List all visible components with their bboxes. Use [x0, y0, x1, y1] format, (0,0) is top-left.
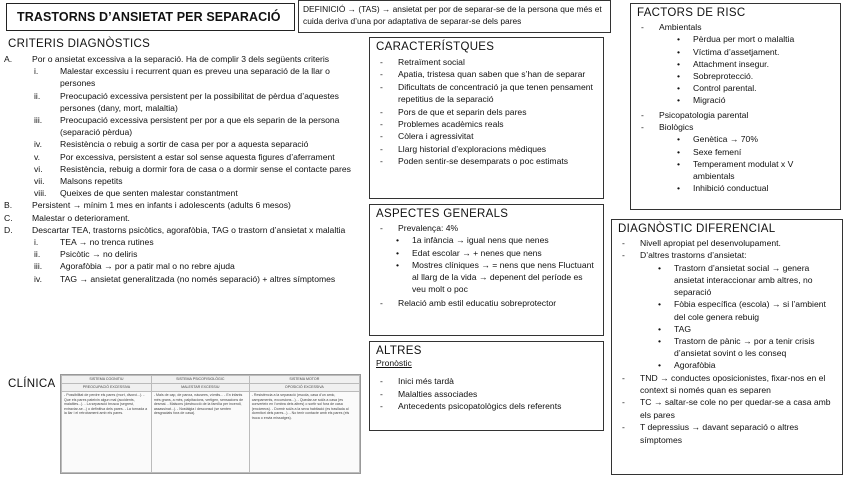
criteri-text: Malestar o deteriorament. — [32, 212, 130, 223]
psico-label: Psicopatologia parental — [659, 109, 749, 120]
caracteristiques-heading: CARACTERÍSTQUES — [376, 41, 495, 53]
criteri-subitem — [4, 151, 362, 163]
criteris-list — [4, 53, 362, 285]
diferencial-box — [611, 219, 843, 475]
aspectes-heading: ASPECTES GENERALS — [376, 208, 509, 220]
criteri-subitem-text: TEA → no trenca rutines — [60, 237, 154, 248]
criteri-letter: D. — [4, 224, 13, 235]
criteri-subitem-text: Por excessiva, persistent a estar sol sense aquesta figures d’aferrament — [60, 151, 335, 162]
factors-heading: FACTORS DE RISC — [637, 7, 746, 19]
criteri-subitem-number: iv. — [34, 139, 42, 150]
prevalenca-item: • 1a infància → igual nens que nenes — [376, 234, 597, 246]
ambiental-item: • Pèrdua per mort o malaltia — [657, 33, 834, 45]
clinica-table — [60, 374, 361, 474]
tc-text: TC → saltar-se cole no per quedar-se a casa amb els pares — [640, 397, 831, 420]
aspectes-list — [376, 222, 597, 310]
trastorn-item: • Trastorn de pànic → por a tenir crisis d’ansietat sovint o les conseq — [638, 335, 836, 359]
criteri-subitem — [4, 187, 362, 199]
criteri-subitem-number: vi. — [34, 163, 43, 174]
definition-box — [298, 0, 611, 33]
table-header: SISTEMA PSICOFISIOLÒGIC — [151, 376, 249, 384]
pronostic-item: - Inici més tardà — [376, 375, 597, 387]
criteri-subitem-number: ii. — [34, 90, 41, 101]
prevalenca-text: Prevalença: 4% — [398, 223, 459, 233]
caracteristica-item: - Poden sentir-se desemparats o poc estimats — [376, 155, 597, 167]
biologics-label: Biològics — [659, 122, 694, 133]
biologic-item: • Genètica → 70% — [657, 133, 834, 145]
page-title: TRASTORNS D’ANSIETAT PER SEPARACIÓ — [17, 10, 281, 24]
criteri-subitem-number: viii. — [34, 188, 47, 199]
criteri-row — [4, 199, 362, 211]
caracteristica-item: - Còlera i agressivitat — [376, 130, 597, 142]
criteri-subitem — [4, 114, 362, 138]
criteri-subitem — [4, 175, 362, 187]
pronostic-item: - Malalties associades — [376, 388, 597, 400]
list-item — [618, 372, 836, 397]
table-subheader: PREOCUPACIÓ EXCESSIVA — [62, 384, 152, 392]
criteri-row — [4, 224, 362, 236]
pronostic-item: - Antecedents psicopatològics dels referents — [376, 400, 597, 412]
altres-box — [369, 341, 604, 431]
list-item — [618, 249, 836, 371]
trastorn-item: • Trastorn d’ansietat social → genera ansietat interaccionar amb altres, no separació — [638, 262, 836, 299]
table-cell: - Possibilitat de perdre els pares (mort, divorci...). - Que els pares pateixin algun mal (accidents, malalties...). - La separació brusca (segrest, extraviar-se...) o definitiva dels pares. - La tornada a la llar i el retrobament amb els pares. — [62, 392, 152, 473]
trastorn-item: • TAG — [638, 323, 836, 335]
criteri-subitem — [4, 260, 362, 272]
criteri-subitem — [4, 248, 362, 260]
criteri-subitem-number: ii. — [34, 249, 41, 260]
criteri-subitem-text: TAG → ansietat generalitzada (no només separació) + altres símptomes — [60, 273, 336, 284]
list-item — [637, 121, 834, 194]
criteri-subitem-text: Resistència, rebuig a dormir fora de casa o a dormir sense el contacte pares — [60, 163, 351, 174]
biologic-item: • Inhibició conductual — [657, 182, 834, 194]
caracteristica-item: - Llarg historial d’exploracions mèdiques — [376, 143, 597, 155]
list-item — [376, 222, 597, 295]
list-item — [637, 21, 834, 107]
criteri-subitem-text: Resistència o rebuig a sortir de casa per por a aquesta separació — [60, 139, 309, 150]
list-item — [618, 421, 836, 446]
caracteristica-item: - Retraïment social — [376, 56, 597, 68]
table-subheader: MALESTAR EXCESSIU — [151, 384, 249, 392]
trastorn-item: • Fòbia específica (escola) → si l’ambient del cole genera rebuig — [638, 298, 836, 322]
criteri-subitem-text: Preocupació excessiva persistent per por a que els separin de la persona (separació pèrdua) — [60, 115, 340, 138]
table-cell: - Mals de cap, de panxa, nàusees, vòmits... - En infants més grans, a més, palpitacions, vertigen, sensacions de desmai. - Malsons (destrucció de la família per incendi, assassinat...). - Nostàlgia i desconsol (se senten desgraciats fora de casa). — [151, 392, 249, 473]
criteri-subitem — [4, 90, 362, 114]
ambientals-label: Ambientals — [659, 22, 702, 32]
ambiental-item: • Víctima d’assetjament. — [657, 46, 834, 58]
list-item — [637, 109, 834, 121]
criteri-letter: C. — [4, 212, 13, 223]
caracteristica-item: - Pors de que et separin dels pares — [376, 106, 597, 118]
list-item — [376, 297, 597, 309]
aspectes-box — [369, 204, 604, 336]
table-header: SISTEMA MOTOR — [249, 376, 359, 384]
criteri-subitem-text: Queixes de que senten malestar constantment — [60, 188, 238, 199]
title-box — [6, 3, 295, 31]
caracteristiques-box — [369, 37, 604, 199]
caracteristiques-list — [376, 56, 597, 168]
ambiental-item: • Attachment insegur. — [657, 58, 834, 70]
criteri-subitem — [4, 65, 362, 89]
criteri-letter: A. — [4, 54, 13, 64]
criteri-subitem-number: vii. — [34, 176, 45, 187]
biologic-item: • Sexe femení — [657, 146, 834, 158]
criteri-subitem-number: iii. — [34, 115, 43, 126]
factors-box — [630, 3, 841, 210]
pronostic-label: Pronòstic — [376, 358, 412, 368]
caracteristica-item: - Apatia, tristesa quan saben que s’han de separar — [376, 68, 597, 80]
prevalenca-sublist — [376, 234, 597, 295]
criteri-subitem-number: iii. — [34, 261, 43, 272]
criteri-subitem — [4, 138, 362, 150]
criteri-subitem-text: Psicòtic → no deliris — [60, 249, 138, 260]
tnd-text: TND → conductes oposicionistes, fixar-nos en el context si només quan es separen — [640, 372, 826, 396]
criteri-subitem — [4, 163, 362, 175]
relacio-text: Relació amb estil educatiu sobreprotector — [398, 298, 557, 309]
table-header: SISTEMA COGNITIU — [62, 376, 152, 384]
caracteristica-item: - Problemes acadèmics reals — [376, 118, 597, 130]
nivell-text: Nivell apropiat pel desenvolupament. — [640, 238, 781, 248]
ambiental-item: • Sobreprotecció. — [657, 70, 834, 82]
factors-list — [637, 21, 834, 194]
altres-list — [376, 375, 597, 412]
altres-heading: ALTRES — [376, 345, 422, 357]
table-cell: - Resistència a la separació (escola, casa d'un amic, campaments, excursions...). - Quedar-se sol/a a casa (es converteix en l'ombra dels altres) o sortir sol fora de casa (encàrrecs). - Dormir sol/a a la seva habitació (es trasllada al dormitori dels pares...). - No tenir contacte amb els pares (els truca o envia missatges). — [249, 392, 359, 473]
caracteristica-item: - Dificultats de concentració ja que tenen pensament repetitius de la separació — [376, 81, 597, 106]
criteri-text: Por o ansietat excessiva a la separació. Ha de complir 3 dels següents criteris — [32, 54, 330, 64]
ambiental-item: • Control parental. — [657, 82, 834, 94]
table-subheader: OPOSICIÓ EXCESSIVA — [249, 384, 359, 392]
biologics-sublist — [657, 133, 834, 194]
criteri-subitem-number: iv. — [34, 273, 42, 284]
clinica-heading: CLÍNICA — [8, 378, 56, 390]
criteri-subitem-text: Agorafòbia → por a patir mal o no rebre ajuda — [60, 261, 235, 272]
biologic-item: • Temperament modulat x V ambientals — [657, 158, 834, 182]
criteri-subitem-number: v. — [34, 151, 41, 162]
tdep-text: T depressius → davant separació o altres símptomes — [640, 422, 799, 445]
prevalenca-item: • Edat escolar → + nenes que nens — [376, 247, 597, 259]
criteri-subitem — [4, 236, 362, 248]
altres-trastorns-label: D’altres trastorns d’ansietat: — [640, 250, 747, 261]
criteri-subitem — [4, 273, 362, 285]
criteri-subitem-number: i. — [34, 237, 39, 248]
list-item — [618, 396, 836, 421]
criteri-subitem-text: Malestar excessiu i recurrent quan es preveu una separació de la llar o persones — [60, 66, 330, 89]
criteri-text: Descartar TEA, trastorns psicòtics, agorafòbia, TAG o trastorn d’ansietat x malaltia — [32, 224, 346, 235]
criteri-subitem-text: Preocupació excessiva persistent per la possibilitat de pèrdua d’aquestes persones (dany, mort, malaltia) — [60, 90, 339, 113]
criteri-row — [4, 53, 362, 65]
prevalenca-item: • Mostres clíniques → = nens que nens Fluctuant al llarg de la vida → depenent del període es veu molt o poc — [376, 259, 597, 296]
diferencial-heading: DIAGNÒSTIC DIFERENCIAL — [618, 223, 776, 235]
criteri-text: Persistent → mínim 1 mes en infants i adolescents (adults 6 mesos) — [32, 200, 291, 211]
criteris-heading: CRITERIS DIAGNÒSTICS — [8, 38, 151, 50]
definition-text: DEFINICIÓ → (TAS) → ansietat per por de separar-se de la persona que més et cuida deriva d’una por adaptativa de separar-se dels pares — [303, 4, 602, 26]
ambiental-item: • Migració — [657, 94, 834, 106]
criteri-letter: B. — [4, 200, 13, 211]
criteri-row — [4, 212, 362, 224]
altres-trastorns-sublist — [638, 262, 836, 372]
criteri-subitem-text: Malsons repetits — [60, 176, 123, 187]
list-item — [618, 237, 836, 249]
diferencial-list — [618, 237, 836, 446]
criteri-subitem-number: i. — [34, 66, 39, 77]
trastorn-item: • Agorafòbia — [638, 359, 836, 371]
ambientals-sublist — [657, 33, 834, 106]
